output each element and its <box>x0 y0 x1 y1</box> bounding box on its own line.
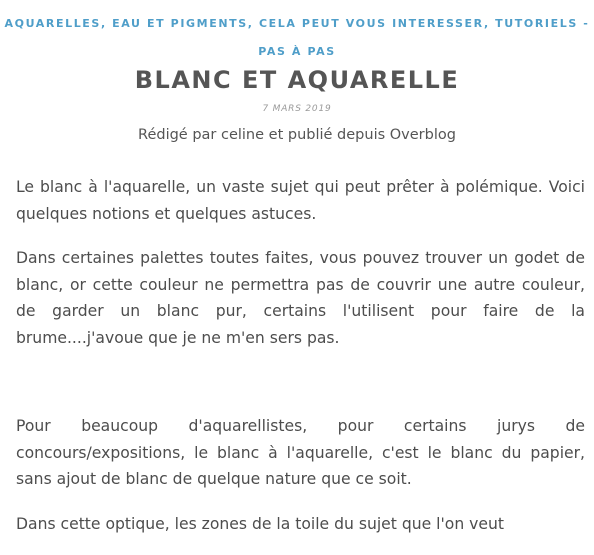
empty-paragraph <box>16 369 585 395</box>
post-categories <box>0 10 594 66</box>
body-paragraph: Dans certaines palettes toutes faites, vous pouvez trouver un godet de blanc, or cette couleur ne permettra pas de couvrir une autre couleur, de garder un blanc pur, certains l'utilisent pour faire de la brume....j'avoue que je ne m'en sers pas. <box>16 249 585 347</box>
post-date: 7 MARS 2019 <box>262 104 332 114</box>
post-body <box>16 174 585 555</box>
body-paragraph: Le blanc à l'aquarelle, un vaste sujet qui peut prêter à polémique. Voici quelques notions et quelques astuces. <box>16 178 585 223</box>
category-separator: , <box>100 17 113 30</box>
category-link-cela-peut-vous-interesser[interactable]: CELA PEUT VOUS INTERESSER <box>258 17 484 30</box>
category-link-eau-et-pigments[interactable]: EAU ET PIGMENTS <box>112 17 248 30</box>
category-link-tutoriels[interactable]: TUTORIELS - PAS À PAS <box>258 17 590 58</box>
body-paragraph: Dans cette optique, les zones de la toile du sujet que l'on veut <box>16 514 504 533</box>
category-separator: , <box>483 17 496 30</box>
category-separator: , <box>247 17 259 30</box>
post-byline: Rédigé par celine et publié depuis Overblog <box>138 127 456 143</box>
post-title: BLANC ET AQUARELLE <box>134 66 460 94</box>
body-paragraph: Pour beaucoup d'aquarellistes, pour certains jurys de concours/expositions, le blanc à l'aquarelle, c'est le blanc du papier, sans ajout de blanc de quelque nature que ce soit. <box>16 417 585 488</box>
category-link-aquarelles[interactable]: AQUARELLES <box>4 17 101 30</box>
